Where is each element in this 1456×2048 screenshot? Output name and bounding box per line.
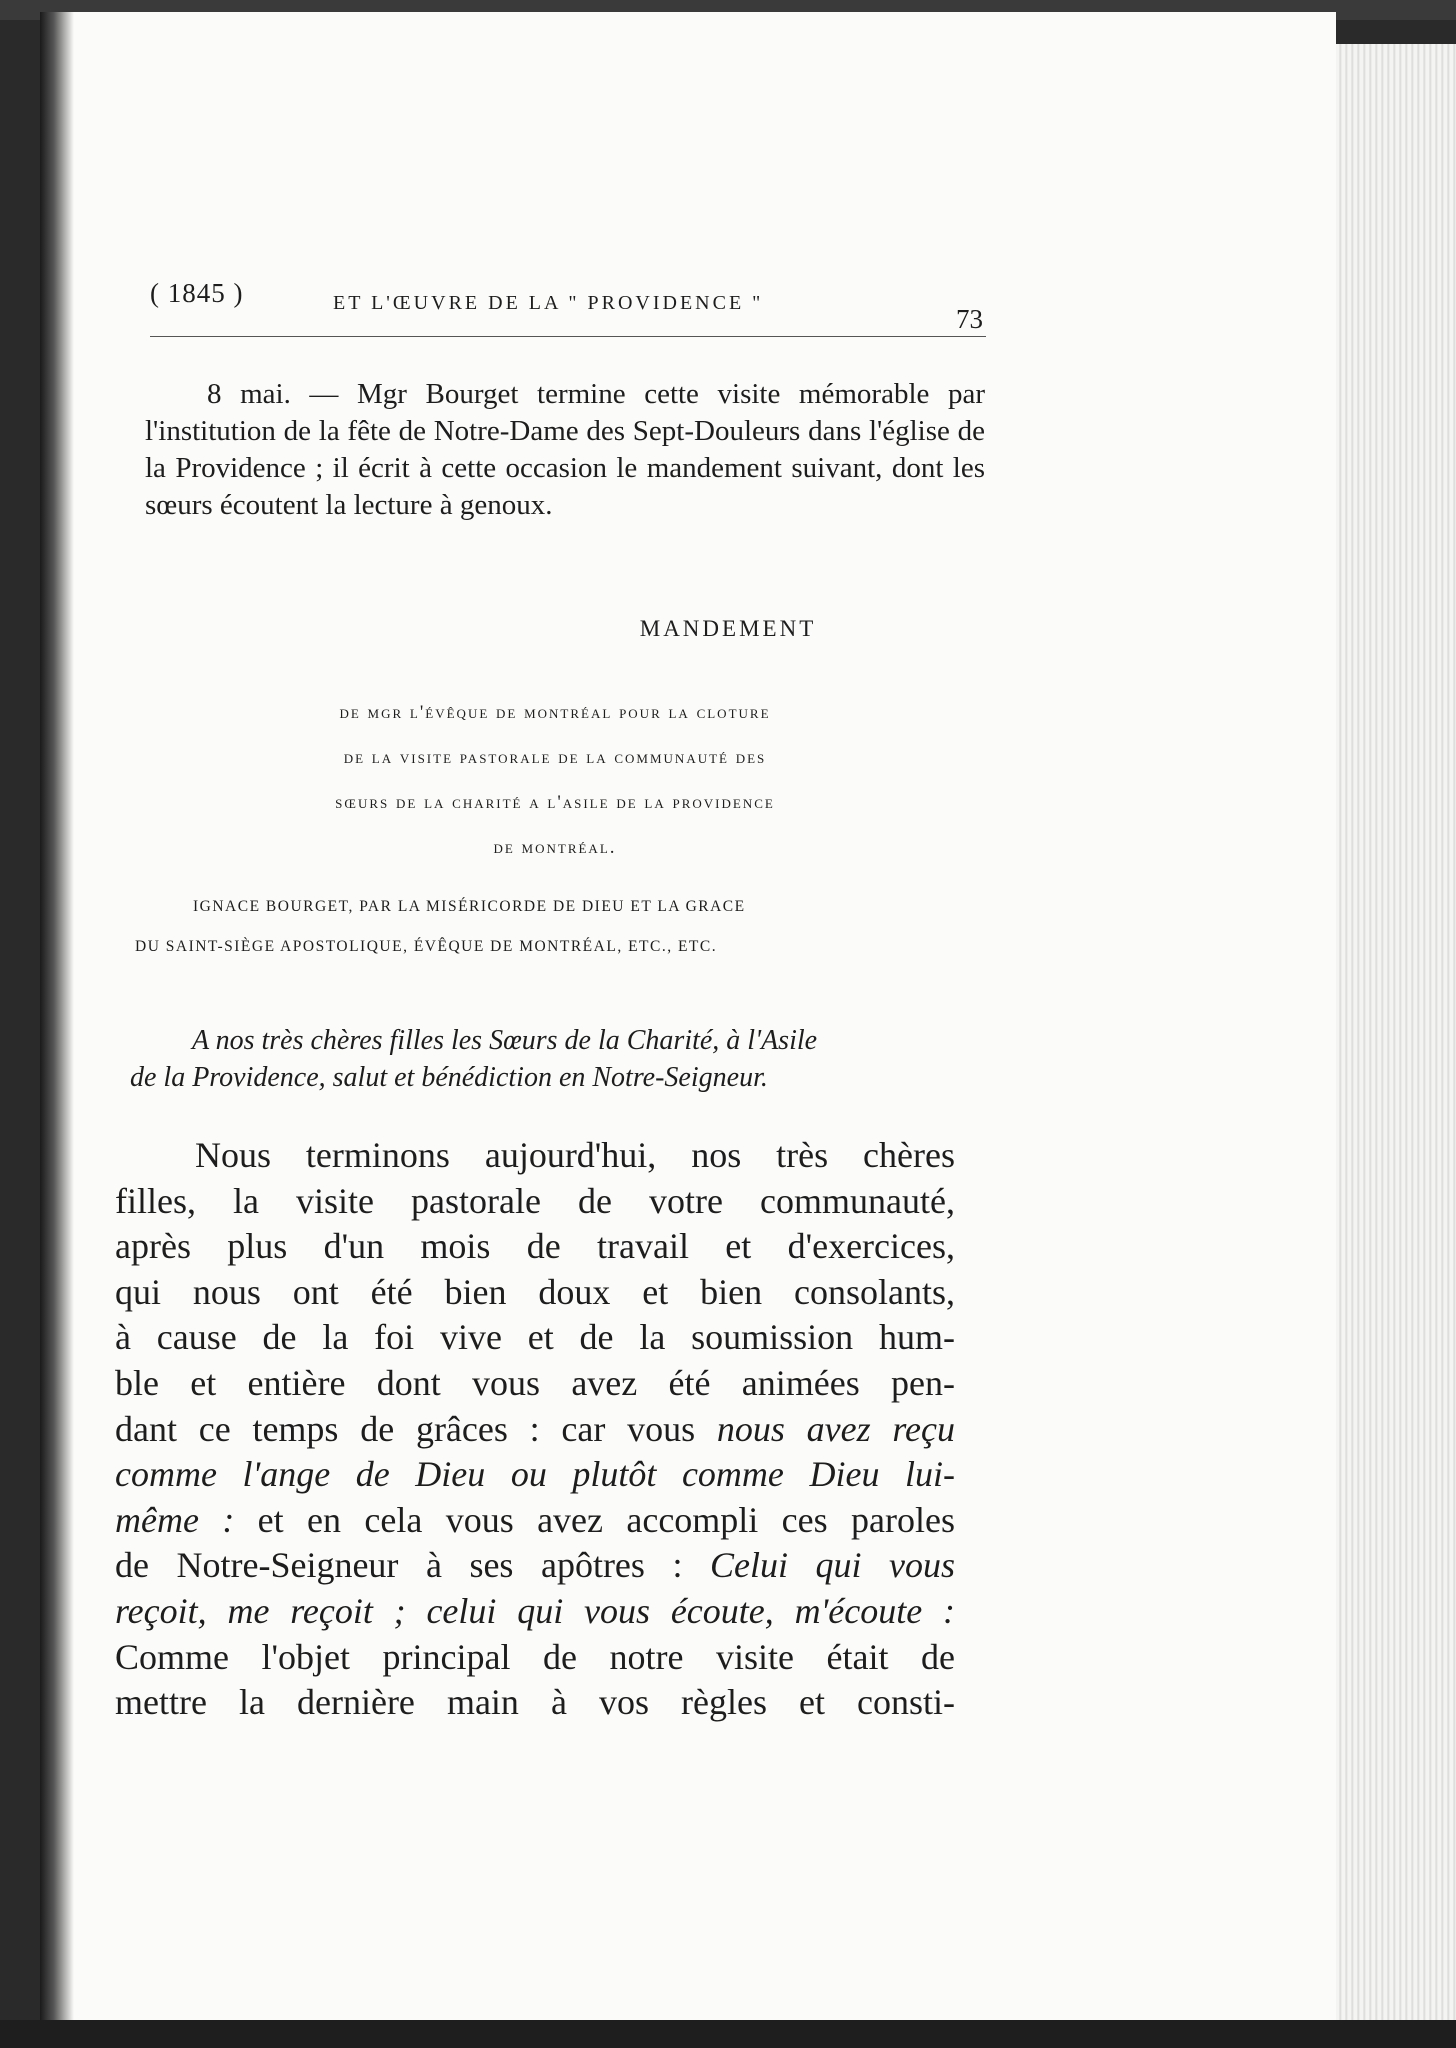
subtitle-line: de montréal.	[493, 837, 617, 858]
mandement-subtitle	[155, 690, 955, 870]
body-line: ble et entière dont vous avez été animées pen-	[115, 1362, 955, 1403]
body-italic-run: comme l'ange de Dieu ou plutôt comme Dieu lui-	[115, 1454, 955, 1495]
page-stack-edges	[1336, 44, 1456, 2024]
address-salutation	[130, 1022, 970, 1096]
body-italic-run: nous avez reçu	[716, 1408, 955, 1449]
body-text-run: de Notre-Seigneur à ses apôtres :	[115, 1545, 710, 1586]
body-line: filles, la visite pastorale de votre communauté,	[115, 1180, 955, 1221]
body-line: après plus d'un mois de travail et d'exercices,	[115, 1226, 955, 1267]
header-year: ( 1845 )	[150, 278, 244, 308]
body-text-run: dant ce temps de grâces : car vous	[115, 1408, 717, 1449]
scan-border-bottom	[0, 2020, 1456, 2048]
subtitle-line: de la visite pastorale de la communauté des	[343, 747, 767, 768]
subtitle-line: de mgr l'évêque de montréal pour la cloture	[339, 702, 771, 723]
bishop-line: IGNACE BOURGET, PAR LA MISÉRICORDE DE DIEU ET LA GRACE	[193, 898, 746, 915]
body-line: mettre la dernière main à vos règles et consti-	[115, 1682, 955, 1723]
body-italic-run: même :	[115, 1499, 235, 1540]
body-text-run: et en cela vous avez accompli ces paroles	[234, 1499, 955, 1540]
body-line: Nous terminons aujourd'hui, nos très chères	[195, 1135, 955, 1175]
body-line	[115, 1452, 955, 1498]
body-line: qui nous ont été bien doux et bien consolants,	[115, 1271, 955, 1312]
body-paragraph	[115, 1133, 955, 1726]
intro-paragraph: 8 mai. — Mgr Bourget termine cette visite mémorable par l'institution de la fête de Notre-Dame des Sept-Douleurs dans l'église de la Providence ; il écrit à cette occasion le mandement suivant, dont les sœurs écoutent la lecture à genoux.	[145, 378, 985, 521]
bishop-line: DU SAINT-SIÈGE APOSTOLIQUE, ÉVÊQUE DE MONTRÉAL, ETC., ETC.	[135, 938, 718, 955]
body-line	[115, 1498, 955, 1544]
header-rule	[150, 336, 986, 337]
running-title: ET L'ŒUVRE DE LA " PROVIDENCE "	[333, 292, 764, 314]
subtitle-line: sœurs de la charité a l'asile de la providence	[335, 792, 775, 813]
section-title: MANDEMENT	[639, 616, 817, 641]
page-number: 73	[956, 304, 983, 334]
body-line: à cause de la foi vive et de la soumission hum-	[115, 1317, 955, 1358]
body-italic-run: Celui qui vous	[709, 1545, 955, 1586]
spine-shadow	[40, 12, 74, 2024]
body-line	[115, 1543, 955, 1589]
bishop-title	[135, 887, 965, 967]
address-line: de la Providence, salut et bénédiction en Notre-Seigneur.	[130, 1062, 768, 1093]
body-line: Comme l'objet principal de notre visite était de	[115, 1636, 955, 1677]
body-line	[115, 1407, 955, 1453]
body-line	[115, 1589, 955, 1635]
address-line: A nos très chères filles les Sœurs de la Charité, à l'Asile	[192, 1025, 818, 1056]
running-header	[150, 268, 990, 334]
body-italic-run: reçoit, me reçoit ; celui qui vous écoute, m'écoute :	[115, 1590, 955, 1631]
